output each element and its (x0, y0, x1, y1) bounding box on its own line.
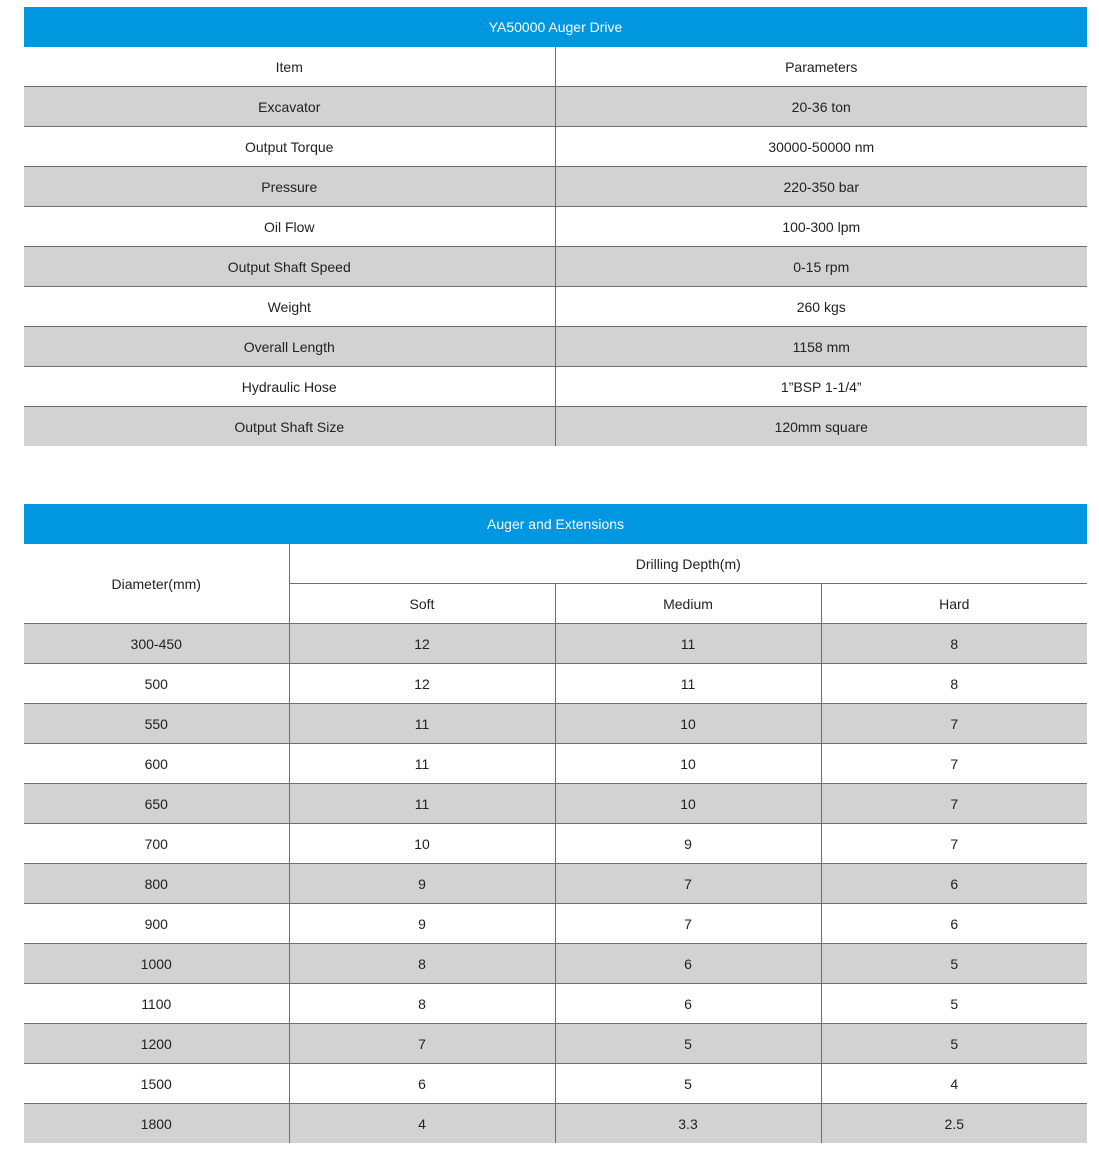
soft-depth-cell: 10 (289, 824, 555, 864)
column-header-medium: Medium (555, 584, 821, 624)
table-row (24, 367, 1087, 407)
soft-depth-cell: 11 (289, 744, 555, 784)
column-header-drilling-depth: Drilling Depth(m) (289, 544, 1087, 584)
soft-depth-cell: 6 (289, 1064, 555, 1104)
parameter-cell: 120mm square (555, 407, 1087, 447)
table-row (24, 1064, 1087, 1104)
medium-depth-cell: 10 (555, 784, 821, 824)
table-row (24, 984, 1087, 1024)
table-row (24, 864, 1087, 904)
soft-depth-cell: 11 (289, 784, 555, 824)
parameter-cell: 220-350 bar (555, 167, 1087, 207)
diameter-cell: 500 (24, 664, 289, 704)
diameter-cell: 900 (24, 904, 289, 944)
diameter-cell: 1200 (24, 1024, 289, 1064)
diameter-cell: 550 (24, 704, 289, 744)
medium-depth-cell: 5 (555, 1024, 821, 1064)
table-row (24, 704, 1087, 744)
column-header-soft: Soft (289, 584, 555, 624)
diameter-cell: 1000 (24, 944, 289, 984)
table-row (24, 407, 1087, 447)
parameter-cell: 1158 mm (555, 327, 1087, 367)
hard-depth-cell: 8 (821, 664, 1087, 704)
medium-depth-cell: 10 (555, 744, 821, 784)
table-row (24, 167, 1087, 207)
item-cell: Oil Flow (24, 207, 555, 247)
soft-depth-cell: 11 (289, 704, 555, 744)
table-row (24, 1024, 1087, 1064)
table-row (24, 824, 1087, 864)
table-row (24, 904, 1087, 944)
hard-depth-cell: 7 (821, 704, 1087, 744)
soft-depth-cell: 12 (289, 664, 555, 704)
table-header-row (24, 544, 1087, 584)
soft-depth-cell: 12 (289, 624, 555, 664)
parameter-cell: 260 kgs (555, 287, 1087, 327)
medium-depth-cell: 5 (555, 1064, 821, 1104)
hard-depth-cell: 5 (821, 944, 1087, 984)
hard-depth-cell: 7 (821, 784, 1087, 824)
medium-depth-cell: 9 (555, 824, 821, 864)
column-header-diameter: Diameter(mm) (24, 544, 289, 624)
item-cell: Excavator (24, 87, 555, 127)
hard-depth-cell: 7 (821, 824, 1087, 864)
column-header-item: Item (24, 47, 555, 87)
medium-depth-cell: 6 (555, 984, 821, 1024)
diameter-cell: 1100 (24, 984, 289, 1024)
table-row (24, 87, 1087, 127)
medium-depth-cell: 11 (555, 624, 821, 664)
soft-depth-cell: 4 (289, 1104, 555, 1144)
parameter-cell: 30000-50000 nm (555, 127, 1087, 167)
table-row (24, 207, 1087, 247)
hard-depth-cell: 6 (821, 864, 1087, 904)
medium-depth-cell: 7 (555, 904, 821, 944)
diameter-cell: 600 (24, 744, 289, 784)
table-row (24, 287, 1087, 327)
hard-depth-cell: 7 (821, 744, 1087, 784)
hard-depth-cell: 8 (821, 624, 1087, 664)
item-cell: Output Torque (24, 127, 555, 167)
item-cell: Weight (24, 287, 555, 327)
spec-table-title: YA50000 Auger Drive (24, 7, 1087, 47)
hard-depth-cell: 4 (821, 1064, 1087, 1104)
column-header-hard: Hard (821, 584, 1087, 624)
diameter-cell: 300-450 (24, 624, 289, 664)
table-row (24, 784, 1087, 824)
item-cell: Output Shaft Size (24, 407, 555, 447)
parameter-cell: 1”BSP 1-1/4” (555, 367, 1087, 407)
soft-depth-cell: 8 (289, 984, 555, 1024)
table-row (24, 744, 1087, 784)
auger-extensions-table (24, 504, 1087, 1143)
diameter-cell: 650 (24, 784, 289, 824)
medium-depth-cell: 3.3 (555, 1104, 821, 1144)
parameter-cell: 20-36 ton (555, 87, 1087, 127)
diameter-cell: 700 (24, 824, 289, 864)
parameter-cell: 100-300 lpm (555, 207, 1087, 247)
diameter-cell: 1800 (24, 1104, 289, 1144)
hard-depth-cell: 6 (821, 904, 1087, 944)
auger-table-title: Auger and Extensions (24, 504, 1087, 544)
column-header-parameters: Parameters (555, 47, 1087, 87)
hard-depth-cell: 2.5 (821, 1104, 1087, 1144)
soft-depth-cell: 9 (289, 904, 555, 944)
table-row (24, 944, 1087, 984)
soft-depth-cell: 8 (289, 944, 555, 984)
hard-depth-cell: 5 (821, 1024, 1087, 1064)
table-row (24, 664, 1087, 704)
table-row (24, 624, 1087, 664)
diameter-cell: 800 (24, 864, 289, 904)
soft-depth-cell: 9 (289, 864, 555, 904)
item-cell: Overall Length (24, 327, 555, 367)
medium-depth-cell: 11 (555, 664, 821, 704)
hard-depth-cell: 5 (821, 984, 1087, 1024)
medium-depth-cell: 10 (555, 704, 821, 744)
parameter-cell: 0-15 rpm (555, 247, 1087, 287)
table-row (24, 327, 1087, 367)
soft-depth-cell: 7 (289, 1024, 555, 1064)
item-cell: Output Shaft Speed (24, 247, 555, 287)
table-title-row (24, 504, 1087, 544)
medium-depth-cell: 6 (555, 944, 821, 984)
table-row (24, 1104, 1087, 1144)
table-row (24, 127, 1087, 167)
auger-drive-spec-table (24, 7, 1087, 446)
item-cell: Pressure (24, 167, 555, 207)
diameter-cell: 1500 (24, 1064, 289, 1104)
medium-depth-cell: 7 (555, 864, 821, 904)
table-title-row (24, 7, 1087, 47)
table-row (24, 247, 1087, 287)
table-header-row (24, 47, 1087, 87)
item-cell: Hydraulic Hose (24, 367, 555, 407)
